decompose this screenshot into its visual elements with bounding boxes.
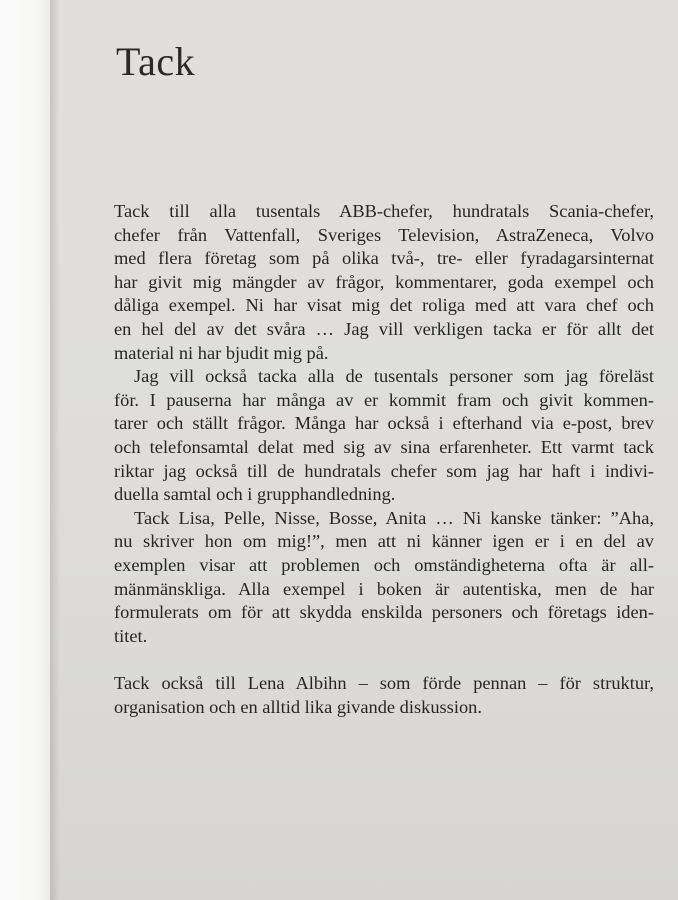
- text-line: nu skriver hon om mig!”, men att ni känner igen er i en del av: [114, 531, 654, 552]
- text-line: en hel del av det svåra … Jag vill verkligen tacka er för allt det: [114, 318, 654, 339]
- text-line: material ni har bjudit mig på.: [114, 342, 329, 363]
- text-line: med flera företag som på olika två-, tre- eller fyradagarsinternat: [114, 248, 654, 269]
- paragraph-2: [114, 365, 654, 507]
- book-page: [50, 0, 678, 900]
- paragraph-1: [114, 200, 654, 365]
- text-line: titet.: [114, 625, 148, 646]
- page-title: Tack: [116, 39, 196, 84]
- text-line: organisation och en alltid lika givande diskussion.: [114, 696, 482, 717]
- paragraph-spacer: [114, 648, 654, 672]
- text-line: dåliga exempel. Ni har visat mig det roliga med att vara chef och: [114, 295, 654, 316]
- text-line: Jag vill också tacka alla de tusentals personer som jag föreläst: [134, 366, 654, 387]
- text-line: formulerats om för att skydda enskilda personers och företags iden-: [114, 602, 654, 623]
- text-line: mänmänskliga. Alla exempel i boken är autentiska, men de har: [114, 578, 654, 599]
- paragraph-4: [114, 672, 654, 719]
- adjacent-page-edge: [0, 0, 50, 900]
- body-text: [114, 200, 654, 719]
- text-line: och telefonsamtal delat med sig av sina erfarenheter. Ett varmt tack: [114, 436, 654, 457]
- text-line: exemplen visar att problemen och omständigheterna ofta är all-: [114, 554, 654, 575]
- text-line: för. I pauserna har många av er kommit fram och givit kommen-: [114, 389, 654, 410]
- text-line: chefer från Vattenfall, Sveriges Television, AstraZeneca, Volvo: [114, 224, 654, 245]
- text-line: Tack Lisa, Pelle, Nisse, Bosse, Anita … Ni kanske tänker: ”Aha,: [134, 507, 654, 528]
- text-line: Tack också till Lena Albihn – som förde pennan – för struktur,: [114, 673, 654, 694]
- text-line: har givit mig mängder av frågor, kommentarer, goda exempel och: [114, 271, 654, 292]
- text-line: riktar jag också till de hundratals chefer som jag har haft i indivi-: [114, 460, 654, 481]
- text-line: tarer och ställt frågor. Många har också i efterhand via e-post, brev: [114, 413, 654, 434]
- paragraph-3: [114, 507, 654, 649]
- text-line: duella samtal och i grupphandledning.: [114, 484, 396, 505]
- page-gutter-shadow: [50, 0, 60, 900]
- text-line: Tack till alla tusentals ABB-chefer, hundratals Scania-chefer,: [114, 201, 654, 221]
